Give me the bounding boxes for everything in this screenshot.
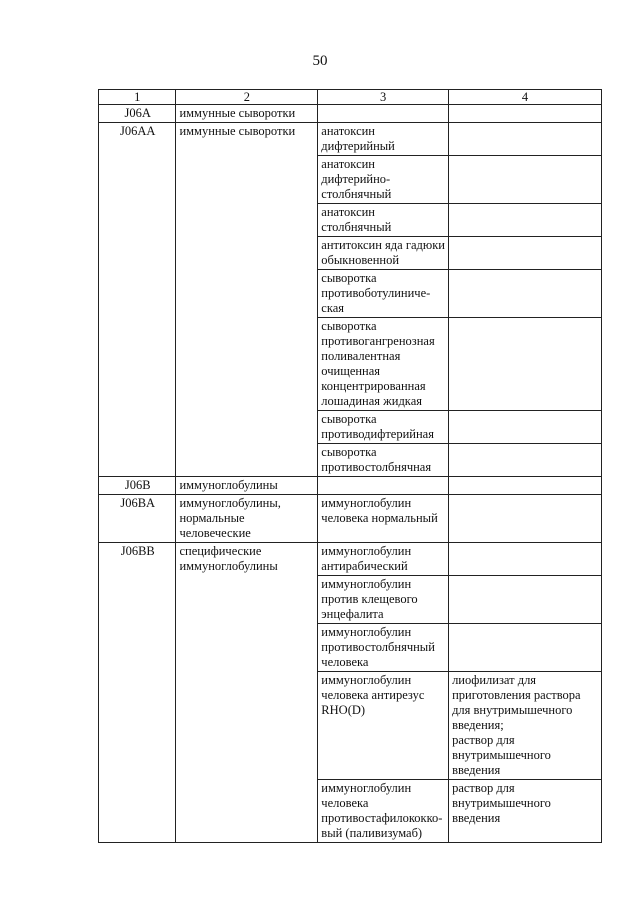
column-header: 2 [176, 90, 318, 105]
dosage-form-text: лиофилизат для приготовления раствора для внутримышечного введения; раствор для внутримышечного введения [452, 673, 581, 777]
drug-name-cell [318, 495, 449, 543]
drug-name-cell [318, 237, 449, 270]
dosage-form-cell [449, 576, 602, 624]
column-header: 3 [318, 90, 449, 105]
drug-name-cell [318, 672, 449, 780]
atc-code-cell: J06B [99, 477, 176, 495]
drug-name-text: анатоксин дифтерийно- столбнячный [321, 157, 392, 201]
dosage-form-cell [449, 411, 602, 444]
drug-name-cell [318, 318, 449, 411]
group-name-text: иммунные сыворотки [179, 124, 296, 138]
dosage-form-cell [449, 237, 602, 270]
dosage-form-cell [449, 624, 602, 672]
drug-name-cell [318, 444, 449, 477]
group-name-cell [176, 105, 318, 123]
table-row [99, 105, 602, 123]
drug-name-cell [318, 123, 449, 156]
group-name-text: специфические иммуноглобулины [179, 544, 278, 573]
drug-name-text: сыворотка противоботулиниче- ская [321, 271, 431, 315]
atc-code-cell: J06A [99, 105, 176, 123]
drug-name-text: анатоксин столбнячный [321, 205, 392, 234]
table-row [99, 495, 602, 543]
table-row [99, 477, 602, 495]
column-header: 1 [99, 90, 176, 105]
column-header: 4 [449, 90, 602, 105]
drug-name-cell [318, 477, 449, 495]
table-row [99, 543, 602, 576]
atc-code-cell: J06BB [99, 543, 176, 843]
drug-name-text: сыворотка противодифтерийная [321, 412, 434, 441]
dosage-form-cell [449, 444, 602, 477]
page-number: 50 [312, 53, 328, 69]
drug-name-cell [318, 543, 449, 576]
dosage-form-cell [449, 495, 602, 543]
drug-name-text: иммуноглобулин человека нормальный [321, 496, 438, 525]
drug-name-cell [318, 411, 449, 444]
drug-name-cell [318, 270, 449, 318]
table-row [99, 123, 602, 156]
group-name-text: иммуноглобулины [179, 478, 278, 492]
dosage-form-cell [449, 477, 602, 495]
table-body [99, 105, 602, 843]
drug-name-text: антитоксин яда гадюки обыкновенной [321, 238, 445, 267]
drug-name-text: иммуноглобулин против клещевого энцефалита [321, 577, 418, 621]
dosage-form-cell [449, 780, 602, 843]
atc-code-cell: J06AA [99, 123, 176, 477]
group-name-cell [176, 123, 318, 477]
drug-name-text: сыворотка противогангренозная поливалентная очищенная концентрированная лошадиная жидкая [321, 319, 435, 408]
group-name-cell [176, 543, 318, 843]
drug-name-cell [318, 156, 449, 204]
dosage-form-cell [449, 123, 602, 156]
dosage-form-cell [449, 156, 602, 204]
dosage-form-cell [449, 105, 602, 123]
group-name-cell [176, 495, 318, 543]
dosage-form-text: раствор для внутримышечного введения [452, 781, 551, 825]
drug-name-cell [318, 576, 449, 624]
drug-name-text: иммуноглобулин противостолбнячный человека [321, 625, 435, 669]
group-name-text: иммуноглобулины, нормальные человеческие [179, 496, 281, 540]
drug-name-text: анатоксин дифтерийный [321, 124, 395, 153]
drug-name-cell [318, 204, 449, 237]
atc-code-cell: J06BA [99, 495, 176, 543]
drug-table [98, 89, 602, 843]
drug-name-cell [318, 624, 449, 672]
dosage-form-cell [449, 270, 602, 318]
dosage-form-cell [449, 672, 602, 780]
drug-name-text: иммуноглобулин человека антирезус RHO(D) [321, 673, 425, 717]
dosage-form-cell [449, 204, 602, 237]
table-header-row [99, 90, 602, 105]
drug-name-cell [318, 105, 449, 123]
drug-name-cell [318, 780, 449, 843]
drug-name-text: сыворотка противостолбнячная [321, 445, 432, 474]
group-name-text: иммунные сыворотки [179, 106, 296, 120]
group-name-cell [176, 477, 318, 495]
dosage-form-cell [449, 318, 602, 411]
drug-name-text: иммуноглобулин человека противостафилококко- вый (паливизумаб) [321, 781, 443, 840]
dosage-form-cell [449, 543, 602, 576]
drug-name-text: иммуноглобулин антирабический [321, 544, 412, 573]
